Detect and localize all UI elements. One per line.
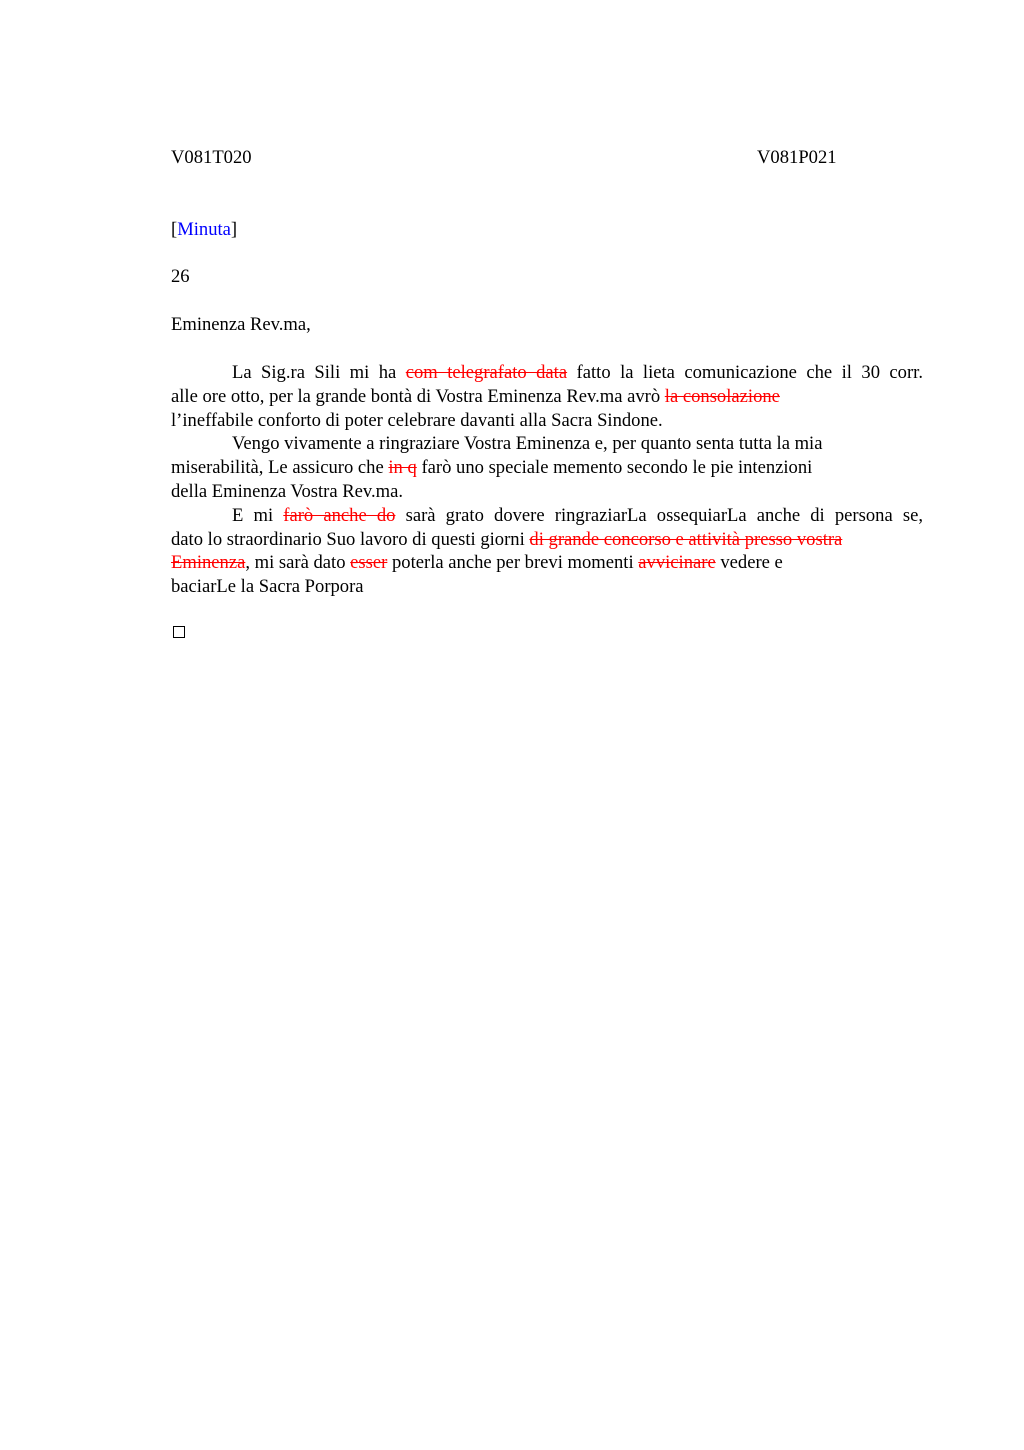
body-line-5 <box>171 456 923 480</box>
body-text: poterla anche per brevi momenti <box>387 552 639 574</box>
body-text: l’ineffabile conforto di poter celebrare davanti alla Sacra Sindone. <box>171 409 663 431</box>
body-line-7 <box>171 504 923 528</box>
letter-body <box>171 361 923 599</box>
deleted-text: Eminenza <box>171 552 246 574</box>
body-line-2 <box>171 385 923 409</box>
deleted-text: farò anche do <box>283 504 396 526</box>
body-text: baciarLe la Sacra Porpora <box>171 576 364 598</box>
salutation: Eminenza Rev.ma, <box>171 314 311 335</box>
body-text: dato lo straordinario Suo lavoro di questi giorni <box>171 528 530 550</box>
body-text: La Sig.ra Sili mi ha <box>232 362 406 383</box>
body-text: vedere e <box>715 552 783 574</box>
document-code-right: V081P021 <box>757 147 837 168</box>
body-text: sarà grato dovere ringraziarLa ossequiarLa anche di persona se, <box>395 504 923 526</box>
body-line-4 <box>171 432 923 456</box>
document-page <box>171 0 923 1450</box>
body-line-9 <box>171 551 923 575</box>
body-text: , mi sarà dato <box>245 552 351 574</box>
body-text: farò uno speciale memento secondo le pie intenzioni <box>416 457 813 479</box>
deleted-text: in q <box>388 457 417 479</box>
document-code-left: V081T020 <box>171 147 252 168</box>
body-line-10 <box>171 575 923 599</box>
body-text: miserabilità, Le assicuro che <box>171 457 389 479</box>
body-line-8 <box>171 528 923 552</box>
minuta-close-bracket: ] <box>230 219 238 240</box>
body-text: fatto la lieta comunicazione che il 30 corr. <box>567 362 923 383</box>
white-square-icon <box>173 626 185 638</box>
body-text: E mi <box>232 504 284 526</box>
body-text: Vengo vivamente a ringraziare Vostra Eminenza e, per quanto senta tutta la mia <box>232 433 823 455</box>
minuta-word: Minuta <box>177 219 231 240</box>
deleted-text: di grande concorso e attività presso vostra <box>529 528 843 550</box>
body-line-3 <box>171 409 923 433</box>
body-text: della Eminenza Vostra Rev.ma. <box>171 480 404 502</box>
minuta-label <box>171 218 237 242</box>
deleted-text: esser <box>350 552 388 574</box>
deleted-text: com telegrafato data <box>405 362 568 383</box>
body-line-6 <box>171 480 923 504</box>
deleted-text: la consolazione <box>664 385 780 407</box>
letter-number: 26 <box>171 266 190 287</box>
body-line-1 <box>171 361 923 385</box>
minuta-open-bracket: [ <box>171 219 178 240</box>
deleted-text: avvicinare <box>638 552 716 574</box>
body-text: alle ore otto, per la grande bontà di Vostra Eminenza Rev.ma avrò <box>171 385 665 407</box>
